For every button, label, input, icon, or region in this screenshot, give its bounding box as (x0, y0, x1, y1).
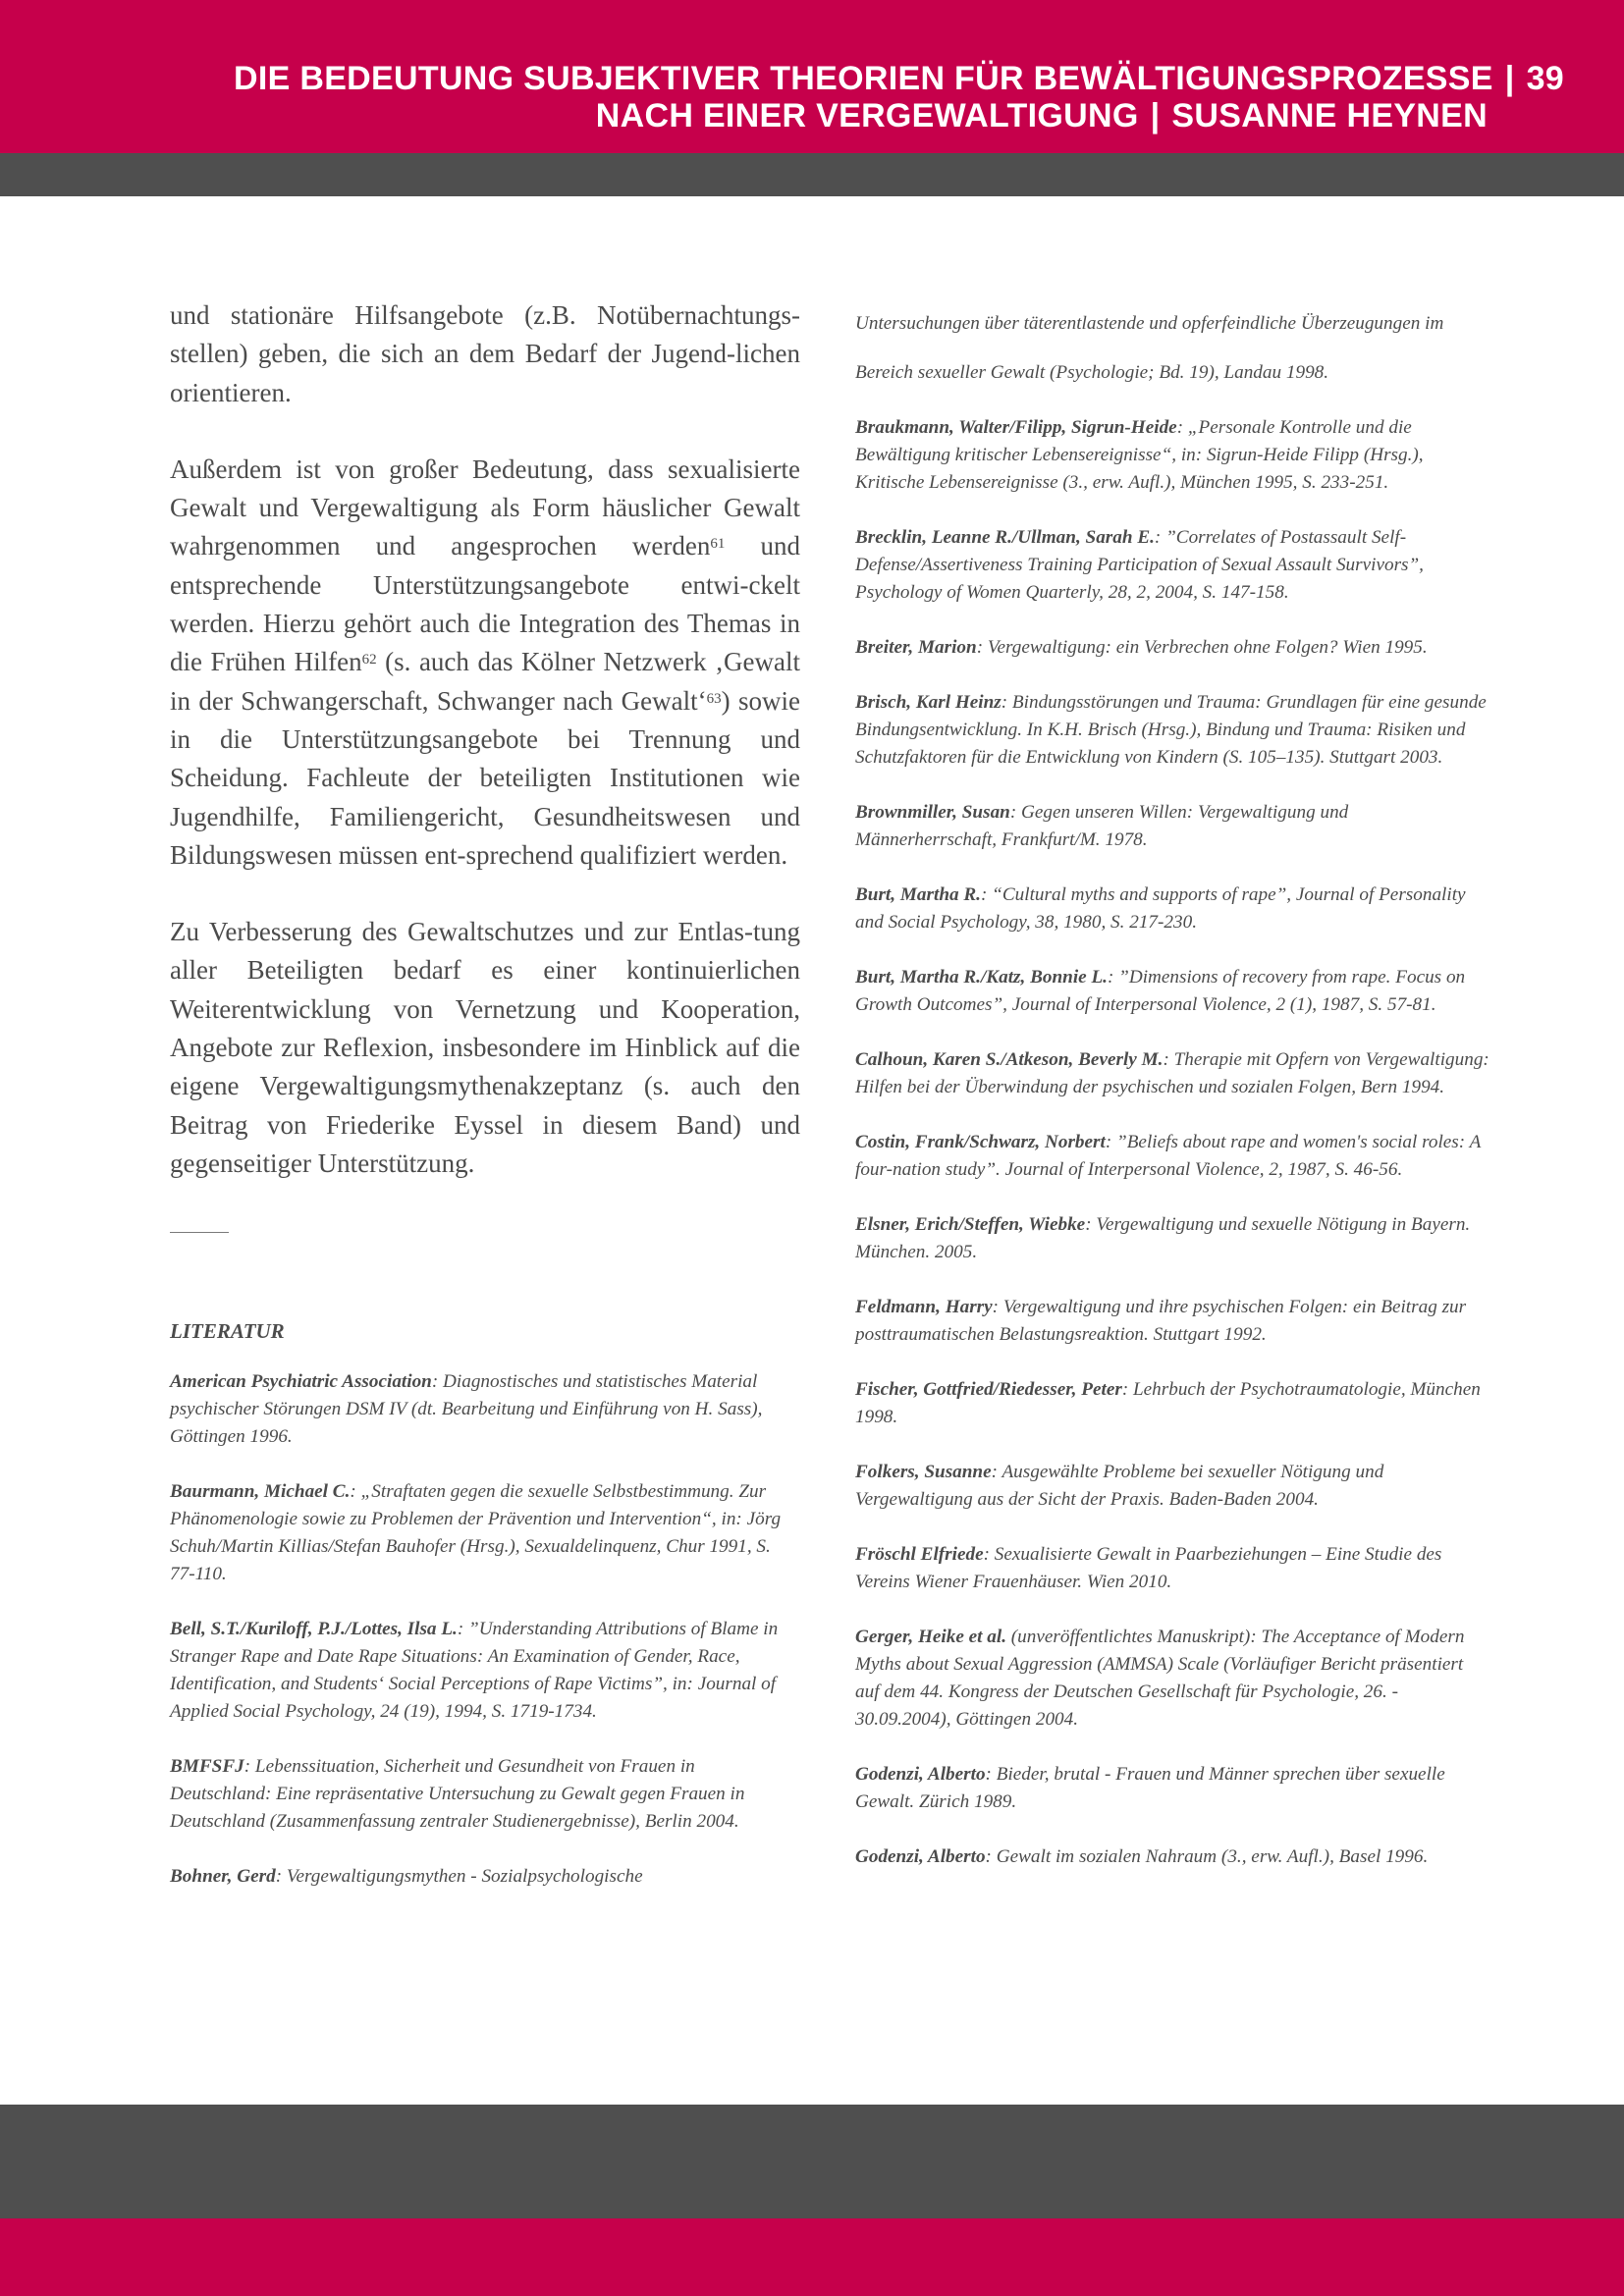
reference-author: Brownmiller, Susan (855, 802, 1010, 823)
reference-author: Godenzi, Alberto (855, 1846, 986, 1867)
reference-author: Calhoun, Karen S./Atkeson, Beverly M. (855, 1049, 1164, 1070)
reference-author: Feldmann, Harry (855, 1297, 993, 1317)
reference-author: Costin, Frank/Schwarz, Norbert (855, 1132, 1106, 1152)
reference-text: : ”Correlates of Postassault Self-Defense/Assertiveness Training Participation of Sexual Assault Survivors”, Psychology of Women Quarterly, 28, 2, 2004, S. 147-158. (855, 527, 1424, 603)
reference-text: : Gewalt im sozialen Nahraum (3., erw. Aufl.), Basel 1996. (985, 1846, 1429, 1867)
reference-author: Elsner, Erich/Steffen, Wiebke (855, 1214, 1086, 1235)
reference-text: : Diagnostisches und statistisches Material psychischer Störungen DSM IV (dt. Bearbeitung und Einführung von H. Sass), Göttingen 1996. (170, 1371, 763, 1448)
reference-text: : Bieder, brutal - Frauen und Männer sprechen über sexuelle Gewalt. Zürich 1989. (855, 1764, 1445, 1812)
reference-author: Brisch, Karl Heinz (855, 692, 1001, 713)
reference-text: : ”Dimensions of recovery from rape. Focus on Growth Outcomes”, Journal of Interpersonal Violence, 2 (1), 1987, S. 57-81. (855, 967, 1466, 1015)
reference-text: : Lebenssituation, Sicherheit und Gesundheit von Frauen in Deutschland: Eine repräsentative Untersuchung zu Gewalt gegen Frauen in Deutschland (Zusammenfassung zentraler Studienergebnisse), Berlin 2004. (170, 1756, 745, 1833)
running-header-line1 (234, 59, 1564, 98)
reference-text: : Lehrbuch der Psychotraumatologie, München 1998. (855, 1379, 1481, 1427)
reference-text: : Vergewaltigung und sexuelle Nötigung in Bayern. München. 2005. (855, 1214, 1471, 1262)
reference-entry (855, 881, 1489, 936)
reference-text: : Sexualisierte Gewalt in Paarbeziehungen – Eine Studie des Vereins Wiener Frauenhäuser. Wien 2010. (855, 1544, 1442, 1592)
footnote-ref-61[interactable]: 61 (710, 536, 726, 553)
footnote-ref-62[interactable]: 62 (361, 652, 377, 668)
reference-entry (170, 1616, 800, 1726)
footer-grey-band (0, 2105, 1624, 2218)
reference-author: Bohner, Gerd (170, 1866, 276, 1888)
reference-entry (855, 1541, 1489, 1596)
reference-text: : ”Understanding Attributions of Blame in Stranger Rape and Date Rape Situations: An Examination of Gender, Race, Identification, and Students‘ Social Perceptions of Rape Victims”, in: Journal of Applied Social Psychology, 24 (19), 1994, S. 1719-1734. (170, 1619, 779, 1723)
reference-author: Burt, Martha R./Katz, Bonnie L. (855, 967, 1108, 988)
running-author: SUSANNE HEYNEN (1171, 97, 1488, 134)
page-number: 39 (1526, 60, 1564, 97)
reference-text: : „Straftaten gegen die sexuelle Selbstbestimmung. Zur Phänomenologie sowie zu Problemen der Prävention und Intervention“, in: Jörg Schuh/Martin Killias/Stefan Bauhofer (Hrsg.), Sexualdelinquenz, Chur 1991, S. 77-110. (170, 1481, 782, 1585)
right-column (855, 310, 1489, 1898)
running-header-line2 (596, 96, 1488, 135)
reference-text: : Vergewaltigung: ein Verbrechen ohne Folgen? Wien 1995. (976, 637, 1428, 658)
reference-entry (855, 1129, 1489, 1184)
reference-author: Braukmann, Walter/Filipp, Sigrun-Heide (855, 417, 1177, 438)
reference-entry (170, 1368, 800, 1451)
header-grey-band (0, 153, 1624, 196)
reference-author: Burt, Martha R. (855, 884, 981, 905)
reference-text: : Gegen unseren Willen: Vergewaltigung und Männerherrschaft, Frankfurt/M. 1978. (855, 802, 1349, 850)
reference-entry (855, 1843, 1489, 1871)
reference-entry (855, 1046, 1489, 1101)
reference-author: Folkers, Susanne (855, 1462, 992, 1482)
section-rule (170, 1232, 229, 1233)
reference-continuation-1: Untersuchungen über täterentlastende und opferfeindliche Überzeugungen im (855, 313, 1444, 334)
body-paragraph-2 (170, 451, 800, 875)
header-separator: | (1504, 60, 1515, 97)
reference-text: : Vergewaltigungsmythen - Sozialpsychologische (275, 1866, 643, 1888)
reference-author: American Psychiatric Association (170, 1371, 432, 1393)
reference-entry (855, 799, 1489, 854)
reference-author: Fröschl Elfriede (855, 1544, 984, 1565)
footer-band (0, 2218, 1624, 2296)
references-left (170, 1368, 800, 1891)
reference-author: Baurmann, Michael C. (170, 1481, 351, 1503)
reference-author: Breiter, Marion (855, 637, 977, 658)
reference-text: (unveröffentlichtes Manuskript): The Acceptance of Modern Myths about Sexual Aggression (AMMSA) Scale (Vorläufiger Bericht präsentiert auf dem 44. Kongress der Deutschen Gesellschaft für Psychologie, 26. - 30.09.2004), Göttingen 2004. (855, 1627, 1465, 1730)
reference-continuation-2: Bereich sexueller Gewalt (Psychologie; Bd. 19), Landau 1998. (855, 362, 1329, 383)
reference-author: Godenzi, Alberto (855, 1764, 986, 1785)
reference-entry (170, 1753, 800, 1836)
body-paragraph-1: und stationäre Hilfsangebote (z.B. Notübernachtungs-stellen) geben, die sich an dem Bedarf der Jugend-lichen orientieren. (170, 300, 800, 407)
reference-entry (855, 964, 1489, 1019)
p2-part-b: und entsprechende Unterstützungsangebote entwi-ckelt werden. Hierzu gehört auch die Integration des Themas in die Frühen Hilfen (170, 531, 801, 677)
reference-author: BMFSFJ (170, 1756, 244, 1778)
reference-text: : Therapie mit Opfern von Vergewaltigung: Hilfen bei der Überwindung der psychischen und sozialen Folgen, Bern 1994. (855, 1049, 1489, 1097)
reference-text: : Ausgewählte Probleme bei sexueller Nötigung und Vergewaltigung aus der Sicht der Praxis. Baden-Baden 2004. (855, 1462, 1384, 1510)
p2-part-d: ) sowie in die Unterstützungsangebote bei Trennung und Scheidung. Fachleute der beteiligten Institutionen wie Jugendhilfe, Familiengericht, Gesundheitswesen und Bildungswesen müssen ent-sprechend qualifiziert werden. (170, 685, 800, 870)
p2-part-c: (s. auch das Kölner Netzwerk ‚Gewalt in der Schwangerschaft, Schwanger nach Gewalt‘ (170, 647, 801, 716)
reference-text: : “Cultural myths and supports of rape”, Journal of Personality and Social Psychology, 38, 1980, S. 217-230. (855, 884, 1466, 933)
reference-author: Gerger, Heike et al. (855, 1627, 1006, 1647)
p2-part-a: Außerdem ist von großer Bedeutung, dass sexualisierte Gewalt und Vergewaltigung als Form häuslicher Gewalt wahrgenommen und angesprochen werden (170, 454, 800, 561)
literature-heading: LITERATUR (170, 1319, 285, 1344)
reference-entry (170, 1478, 800, 1588)
reference-entry (855, 1624, 1489, 1734)
reference-entry (855, 1211, 1489, 1266)
reference-entry (855, 1459, 1489, 1514)
reference-entry (855, 1761, 1489, 1816)
left-column (170, 296, 800, 1918)
reference-entry (855, 414, 1489, 497)
body-paragraph-3: Zu Verbesserung des Gewaltschutzes und zur Entlas-tung aller Beteiligten bedarf es einer kontinuierlichen Weiterentwicklung von Vernetzung und Kooperation, Angebote zur Reflexion, insbesondere im Hinblick auf die eigene Vergewaltigungsmythenakzeptanz (s. auch den Beitrag von Friederike Eyssel in diesem Band) und gegenseitiger Unterstützung. (170, 917, 800, 1178)
reference-author: Brecklin, Leanne R./Ullman, Sarah E. (855, 527, 1155, 548)
reference-author: Fischer, Gottfried/Riedesser, Peter (855, 1379, 1122, 1400)
reference-entry (855, 1294, 1489, 1349)
running-title: DIE BEDEUTUNG SUBJEKTIVER THEORIEN FÜR BEWÄLTIGUNGSPROZESSE (234, 60, 1493, 97)
reference-entry (855, 689, 1489, 772)
reference-entry (855, 524, 1489, 607)
reference-entry (855, 634, 1489, 662)
reference-entry (855, 1376, 1489, 1431)
reference-author: Bell, S.T./Kuriloff, P.J./Lottes, Ilsa L. (170, 1619, 458, 1640)
reference-entry (170, 1863, 800, 1891)
reference-text: : ”Beliefs about rape and women's social roles: A four-nation study”. Journal of Interpersonal Violence, 2, 1987, S. 46-56. (855, 1132, 1481, 1180)
running-title-cont: NACH EINER VERGEWALTIGUNG (595, 97, 1139, 134)
footnote-ref-63[interactable]: 63 (706, 690, 722, 707)
reference-text: : „Personale Kontrolle und die Bewältigung kritischer Lebensereignisse“, in: Sigrun-Heide Filipp (Hrsg.), Kritische Lebensereignisse (3., erw. Aufl.), München 1995, S. 233-251. (855, 417, 1424, 493)
reference-text: : Bindungsstörungen und Trauma: Grundlagen für eine gesunde Bindungsentwicklung. In K.H. Brisch (Hrsg.), Bindung und Trauma: Risiken und Schutzfaktoren für die Entwicklung von Kindern (S. 105–135). Stuttgart 2003. (855, 692, 1487, 768)
header-separator-2: | (1150, 97, 1161, 134)
reference-text: : Vergewaltigung und ihre psychischen Folgen: ein Beitrag zur posttraumatischen Belastungsreaktion. Stuttgart 1992. (855, 1297, 1467, 1345)
